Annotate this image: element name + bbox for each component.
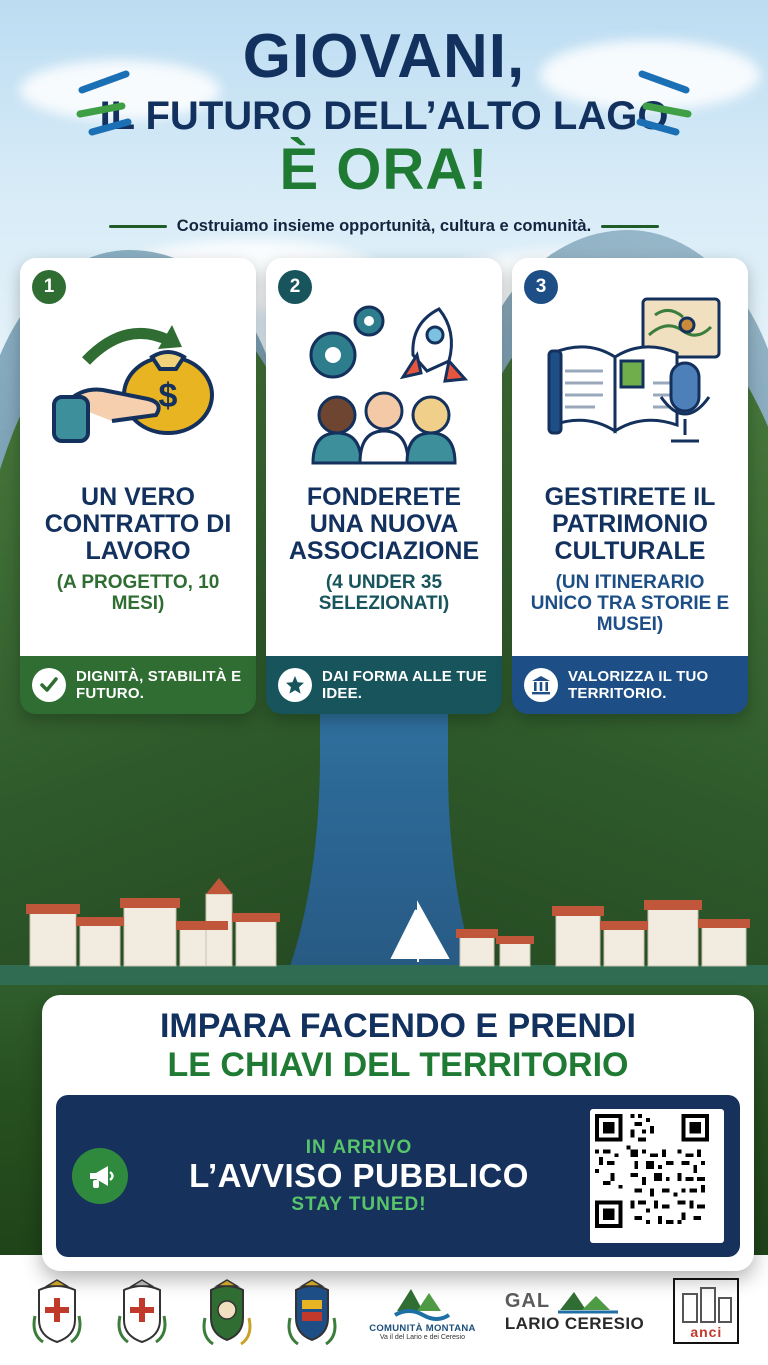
comunita-montana-line2: Va il del Lario e dei Ceresio — [379, 1334, 465, 1341]
card-2-subtitle: (4 UNDER 35 SELEZIONATI) — [318, 571, 450, 614]
subtitle-rule-right — [601, 225, 659, 228]
logo-comunita-montana — [369, 1281, 475, 1341]
card-1-title: UN VERO CONTRATTO DI LAVORO — [44, 482, 232, 565]
card-3-body — [512, 258, 748, 656]
card-3-footer — [512, 656, 748, 715]
anci-mark-icon — [677, 1284, 735, 1324]
hand-money-icon — [48, 284, 228, 474]
card-3-footer-text: VALORIZZA IL TUO TERRITORIO. — [568, 667, 709, 702]
card-1-subtitle: (A PROGETTO, 10 MESI) — [56, 571, 220, 614]
comune-crest-1 — [29, 1276, 85, 1346]
anci-label: anci — [690, 1324, 723, 1340]
cta-line-2: LE CHIAVI DEL TERRITORIO — [167, 1045, 629, 1084]
announcement-bar — [56, 1095, 740, 1257]
comunita-montana-line1: COMUNITÀ MONTANA — [369, 1323, 476, 1334]
title-line-2: IL FUTURO DELL’ALTO LAGO — [99, 93, 669, 138]
card-2-footer-text: DAI FORMA ALLE TUE IDEE. — [322, 667, 487, 702]
benefit-cards — [0, 258, 768, 714]
card-1-body — [20, 258, 256, 656]
museum-icon — [524, 668, 558, 702]
announcement-text — [142, 1137, 576, 1216]
megaphone-icon — [72, 1148, 128, 1204]
comune-crest-2 — [114, 1276, 170, 1346]
gal-top-row — [505, 1288, 620, 1314]
logo-gal-lario-ceresio — [505, 1288, 644, 1334]
card-2[interactable] — [266, 258, 502, 714]
sparkle-right-icon — [588, 62, 698, 142]
sparkle-left-icon — [70, 62, 180, 142]
card-2-footer — [266, 656, 502, 715]
announcement-pre: IN ARRIVO — [305, 1137, 413, 1159]
cta-line-1: IMPARA FACENDO E PRENDI — [159, 1007, 637, 1045]
card-2-body — [266, 258, 502, 656]
book-map-microphone-icon — [535, 284, 725, 474]
subtitle-rule-left — [109, 225, 167, 228]
title-line-1: GIOVANI, — [242, 22, 526, 91]
star-icon — [278, 668, 312, 702]
card-1-footer-text: DIGNITÀ, STABILITÀ E FUTURO. — [76, 667, 242, 702]
logo-anci — [673, 1278, 739, 1344]
people-gears-rocket-icon — [289, 284, 479, 474]
gal-label: GAL — [504, 1289, 551, 1312]
logo-bar — [0, 1257, 768, 1365]
card-3-subtitle: (UN ITINERARIO UNICO TRA STORIE E MUSEI) — [530, 571, 730, 635]
card-1[interactable] — [20, 258, 256, 714]
card-1-number: 1 — [32, 270, 66, 304]
cta-panel — [42, 995, 754, 1271]
qr-code[interactable] — [590, 1109, 724, 1243]
gal-mountain-icon — [556, 1288, 620, 1314]
card-2-number: 2 — [278, 270, 312, 304]
gal-name: LARIO CERESIO — [504, 1314, 645, 1333]
comune-crest-4 — [284, 1276, 340, 1346]
card-3-number: 3 — [524, 270, 558, 304]
lakeside-village — [0, 870, 768, 1000]
check-icon — [32, 668, 66, 702]
announcement-main: L’AVVISO PUBBLICO — [189, 1157, 529, 1195]
card-2-title: FONDERETE UNA NUOVA ASSOCIAZIONE — [288, 482, 480, 565]
comune-crest-3 — [199, 1276, 255, 1346]
subtitle-row — [0, 217, 768, 236]
svg-text:$: $ — [158, 376, 178, 415]
card-1-footer — [20, 656, 256, 715]
subtitle: Costruiamo insieme opportunità, cultura e comunità. — [176, 216, 592, 235]
announcement-post: STAY TUNED! — [291, 1193, 427, 1215]
card-3-title: GESTIRETE IL PATRIMONIO CULTURALE — [544, 482, 716, 565]
title-line-3: È ORA! — [279, 136, 489, 202]
card-3[interactable] — [512, 258, 748, 714]
